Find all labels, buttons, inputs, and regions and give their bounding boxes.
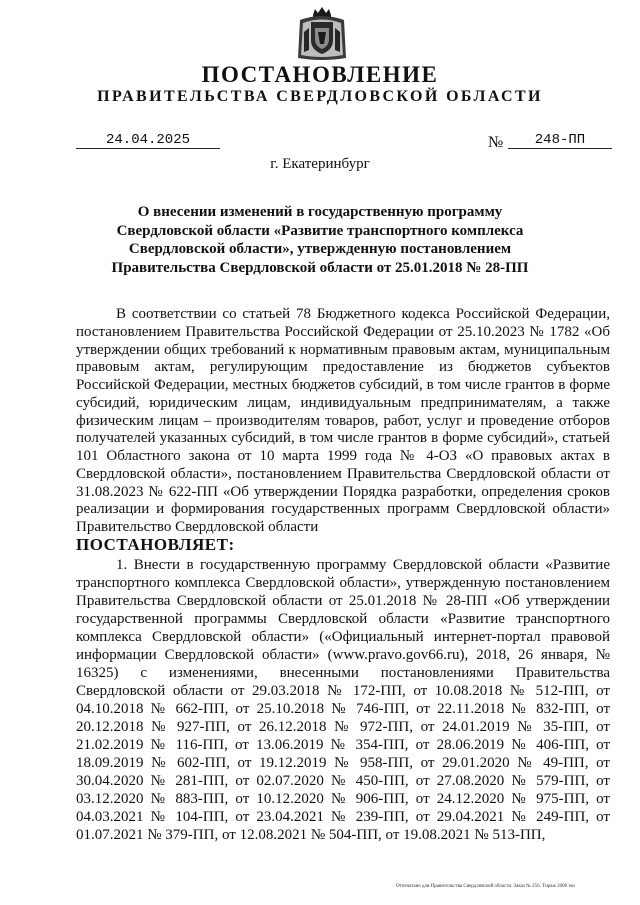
city-name: г. Екатеринбург (270, 156, 370, 172)
print-footer: Отпечатано для Правительства Свердловской области. Заказ № 256. Тираж 2000 экз (396, 884, 575, 889)
document-number: 248-ПП (508, 132, 612, 149)
resolve-heading: ПОСТАНОВЛЯЕТ: (76, 535, 235, 554)
coat-of-arms-icon (294, 6, 350, 62)
document-type: ПОСТАНОВЛЕНИЕ (201, 62, 439, 87)
item-1-paragraph: 1. Внести в государственную программу Свердловской области «Развитие транспортного комплекса Свердловской области», утвержденную постановлением Правительства Свердловской области от 25.01.2018 № 28-ПП «Об утверждении государственной программы Свердловской области «Развитие транспортного комплекса Свердловской области» («Официальный интернет-портал правовой информации Свердловской области» (www.pravo.gov66.ru), 2018, 26 января, № 16325) с изменениями, внесенными постановлениями Правительства Свердловской области от 29.03.2018 № 172-ПП, от 10.08.2018 № 512-ПП, от 04.10.2018 № 662-ПП, от 25.10.2018 № 746-ПП, от 22.11.2018 № 832-ПП, от 20.12.2018 № 927-ПП, от 26.12.2018 № 972-ПП, от 24.01.2019 № 35-ПП, от 21.02.2019 № 116-ПП, от 13.06.2019 № 354-ПП, от 28.06.2019 № 406-ПП, от 18.09.2019 № 602-ПП, от 19.12.2019 № 958-ПП, от 29.01.2020 № 49-ПП, от 30.04.2020 № 281-ПП, от 02.07.2020 № 450-ПП, от 27.08.2020 № 579-ПП, от 03.12.2020 № 883-ПП, от 10.12.2020 № 906-ПП, от 24.12.2020 № 975-ПП, от 04.03.2021 № 104-ПП, от 23.04.2021 № 239-ПП, от 29.04.2021 № 249-ПП, от 01.07.2021 № 379-ПП, от 12.08.2021 № 504-ПП, от 19.08.2021 № 513-ПП, (76, 557, 610, 843)
document-date: 24.04.2025 (76, 132, 220, 149)
preamble-paragraph: В соответствии со статьей 78 Бюджетного кодекса Российской Федерации, постановлением Правительства Российской Федерации от 25.10.2023 № 1782 «Об утверждении общих требований к нормативным правовым актам, муниципальным правовым актам, регулирующим предоставление из бюджетов субъектов Российской Федерации, местных бюджетов субсидий, в том числе грантов в форме субсидий, юридическим лицам, индивидуальным предпринимателям, а также физическим лицам – производителям товаров, работ, услуг и проведение отборов получателей указанных субсидий, в том числе грантов в форме субсидий», статьей 101 Областного закона от 10 марта 1999 года № 4-ОЗ «О правовых актах в Свердловской области», постановлением Правительства Свердловской области от 31.08.2023 № 622-ПП «Об утверждении Порядка разработки, определения сроков реализации и формирования государственных программ Свердловской области» Правительство Свердловской области (76, 306, 610, 535)
document-title: О внесении изменений в государственную программу Свердловской области «Развитие транспортного комплекса Свердловской области», утвержденную постановлением Правительства Свердловской области от 25.01.2018 № 28-ПП (111, 204, 529, 276)
issuer-name: ПРАВИТЕЛЬСТВА СВЕРДЛОВСКОЙ ОБЛАСТИ (97, 88, 543, 105)
number-sign: № (488, 134, 504, 151)
